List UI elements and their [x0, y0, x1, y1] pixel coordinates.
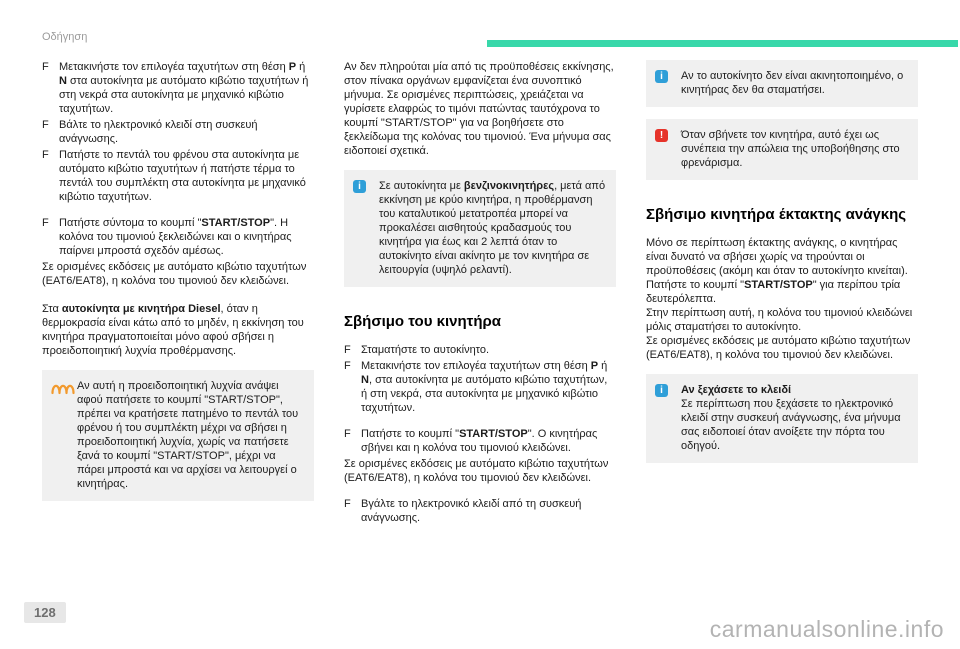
list-item-text: Βγάλτε το ηλεκτρονικό κλειδί από τη συσκευή ανάγνωσης.	[361, 498, 582, 524]
box-title: Αν ξεχάσετε το κλειδί	[681, 384, 792, 396]
petrol-engine-info-box	[344, 170, 616, 287]
arrow-bullet-icon: F	[344, 498, 351, 510]
text-segment: Πατήστε το κουμπί "	[646, 279, 745, 291]
diesel-paragraph	[42, 302, 314, 358]
list-item-text	[59, 216, 314, 258]
text-segment: ή	[598, 360, 608, 372]
text-segment: , στα αυτοκίνητα με αυτόματο κιβώτιο ταχυτήτων, ή στη νεκρά, στα αυτοκίνητα με μηχανικό κιβώτιο ταχυτήτων.	[361, 374, 608, 414]
info-icon: i	[655, 384, 668, 397]
text-segment-bold: START/STOP	[744, 279, 813, 291]
list-item-text: Πατήστε το πεντάλ του φρένου στα αυτοκίνητα με αυτόματο κιβώτιο ταχυτήτων ή πατήστε τέρμα το πεντάλ του συμπλέκτη στα αυτοκίνητα με μηχανικό κιβώτιο ταχυτήτων.	[59, 149, 306, 203]
text-segment-bold: P	[288, 61, 297, 73]
text-segment: Πατήστε σύντομα το κουμπί "	[59, 217, 202, 229]
list-item	[344, 497, 616, 525]
text-segment-bold: START/STOP	[201, 217, 271, 229]
braking-assist-warning-box	[646, 119, 918, 180]
box-text: Όταν σβήνετε τον κινητήρα, αυτό έχει ως συνέπεια την απώλεια της υποβοήθησης στο φρενάρισμα.	[681, 129, 900, 169]
text-segment: στα αυτοκίνητα με αυτόματο κιβώτιο ταχυτήτων ή στη νεκρά στα αυτοκίνητα με μηχανικό κιβώτιο ταχυτήτων.	[59, 75, 309, 115]
list-item	[344, 427, 616, 455]
icon-gutter	[353, 179, 379, 277]
text-segment: " για περίπου τρία δευτερόλεπτα.	[646, 279, 901, 305]
text-segment: , μετά από εκκίνηση με κρύο κινητήρα, η προθέρμανση του καταλυτικού μετατροπέα μπορεί να προκαλέσει αισθητούς κραδασμούς του κινητήρα για έως και 2 λεπτά όταν το αυτοκίνητο είναι ακίνητο με τον κινητήρα σε λειτουργία (υψηλό ρελαντί).	[379, 180, 606, 276]
arrow-bullet-icon: F	[344, 428, 351, 440]
list-item	[42, 148, 314, 204]
watermark: carmanualsonline.info	[709, 616, 944, 642]
text-segment: Στα	[42, 303, 62, 315]
text-segment-bold: αυτοκίνητα με κινητήρα Diesel	[61, 303, 221, 315]
body-paragraph: Σε ορισμένες εκδόσεις με αυτόματο κιβώτιο ταχυτήτων (EAT6/EAT8), η κολόνα του τιμονιού δεν κλειδώνει.	[646, 335, 911, 361]
text-segment-bold: N	[361, 374, 369, 386]
not-stationary-info-box	[646, 60, 918, 107]
list-item	[42, 118, 314, 146]
glow-plug-icon	[51, 380, 75, 395]
text-segment-bold: βενζινοκινητήρες	[463, 180, 555, 192]
list-item	[344, 359, 616, 415]
box-text	[681, 383, 909, 453]
list-item-text	[361, 427, 616, 455]
text-segment: Μετακινήστε τον επιλογέα ταχυτήτων στη θέση	[59, 61, 289, 73]
note-paragraph: Σε ορισμένες εκδόσεις με αυτόματο κιβώτιο ταχυτήτων (EAT6/EAT8), η κολόνα του τιμονιού δεν κλειδώνει.	[42, 261, 307, 287]
warning-icon: !	[655, 129, 668, 142]
heading-emergency-switch-off: Σβήσιμο κινητήρα έκτακτης ανάγκης	[646, 206, 907, 223]
forgotten-key-info-box	[646, 374, 918, 463]
icon-gutter	[655, 69, 681, 97]
box-text: Αν αυτή η προειδοποιητική λυχνία ανάψει αφού πατήσετε το κουμπί "START/STOP", πρέπει να κρατήσετε πατημένο το πεντάλ του φρένου ή του συμπλέκτη μέχρι να σβήσει η προειδοποιητική λυχνία, χωρίς να πατήσετε ξανά το κουμπί "START/STOP", μέχρι να πάρει μπροστά και να αρχίσει να λειτουργεί ο κινητήρας.	[77, 380, 299, 490]
text-segment: ή	[296, 61, 306, 73]
icon-gutter	[655, 383, 681, 453]
text-segment: Μετακινήστε τον επιλογέα ταχυτήτων στη θέση	[361, 360, 591, 372]
accent-bar	[487, 40, 958, 47]
arrow-bullet-icon: F	[344, 360, 351, 372]
list-item	[42, 60, 314, 116]
heading-switch-off-engine: Σβήσιμο του κινητήρα	[344, 313, 501, 330]
box-body: Σε περίπτωση που ξεχάσετε το ηλεκτρονικό κλειδί στην συσκευή ανάγνωσης, ένα μήνυμα σας ειδοποιεί όταν ανοίξετε την πόρτα του οδηγού.	[681, 398, 901, 452]
arrow-bullet-icon: F	[42, 119, 49, 131]
box-text	[379, 179, 607, 277]
list-item	[42, 216, 314, 258]
info-icon: i	[655, 70, 668, 83]
text-segment: ". Η κολόνα του τιμονιού ξεκλειδώνει και ο κινητήρας παίρνει μπροστά σχεδόν αμέσως.	[59, 217, 292, 257]
column-left	[42, 60, 314, 527]
text-segment-bold: P	[590, 360, 599, 372]
text-segment: , όταν η θερμοκρασία είναι κάτω από το μηδέν, η εκκίνηση του κινητήρα πραγματοποιείται μόνο αφού σβήσει η προειδοποιητική λυχνία προθέρμανσης.	[42, 303, 304, 357]
icon-gutter	[51, 379, 77, 491]
list-item	[344, 343, 616, 357]
page-number: 128	[24, 602, 66, 623]
text-segment-bold: N	[59, 75, 67, 87]
text-segment: ". Ο κινητήρας σβήνει και η κολόνα του τιμονιού κλειδώνει.	[361, 428, 598, 454]
body-paragraph	[646, 278, 918, 306]
note-paragraph: Σε ορισμένες εκδόσεις με αυτόματο κιβώτιο ταχυτήτων (EAT6/EAT8), η κολόνα του τιμονιού δεν κλειδώνει.	[344, 458, 609, 484]
text-segment: Σε αυτοκίνητα με	[379, 180, 464, 192]
text-segment-bold: START/STOP	[459, 428, 528, 440]
body-paragraph: Μόνο σε περίπτωση έκτακτης ανάγκης, ο κινητήρας είναι δυνατό να σβήσει χωρίς να τηρούνται οι προϋποθέσεις (ακόμη και όταν το αυτοκίνητο κινείται).	[646, 237, 908, 277]
icon-gutter	[655, 128, 681, 170]
arrow-bullet-icon: F	[344, 344, 351, 356]
body-paragraph: Στην περίπτωση αυτή, η κολόνα του τιμονιού κλειδώνει μόλις σταματήσει το αυτοκίνητο.	[646, 307, 913, 333]
list-item-text: Σταματήστε το αυτοκίνητο.	[361, 344, 490, 356]
text-segment: Πατήστε το κουμπί "	[361, 428, 460, 440]
box-text: Αν το αυτοκίνητο δεν είναι ακινητοποιημένο, ο κινητήρας δεν θα σταματήσει.	[681, 70, 904, 96]
arrow-bullet-icon: F	[42, 217, 49, 229]
list-item-text	[59, 60, 314, 116]
arrow-bullet-icon: F	[42, 61, 49, 73]
arrow-bullet-icon: F	[42, 149, 49, 161]
info-icon: i	[353, 180, 366, 193]
intro-paragraph: Αν δεν πληρούται μία από τις προϋποθέσεις εκκίνησης, στον πίνακα οργάνων εμφανίζεται ένα συνοπτικό μήνυμα. Σε ορισμένες περιπτώσεις, χρειάζεται να γυρίσετε ελαφρώς το τιμόνι πατώντας ταυτόχρονα το κουμπί "START/STOP" για να βοηθήσετε στο ξεκλείδωμα της κολόνας του τιμονιού. Ένα μήνυμα σας ειδοποιεί σχετικά.	[344, 61, 614, 157]
list-item-text	[361, 359, 616, 415]
column-right	[646, 60, 918, 527]
page-content	[42, 60, 918, 527]
glow-plug-note-box	[42, 370, 314, 501]
column-middle	[344, 60, 616, 527]
section-header: Οδήγηση	[42, 31, 88, 43]
list-item-text: Βάλτε το ηλεκτρονικό κλειδί στη συσκευή ανάγνωσης.	[59, 119, 258, 145]
